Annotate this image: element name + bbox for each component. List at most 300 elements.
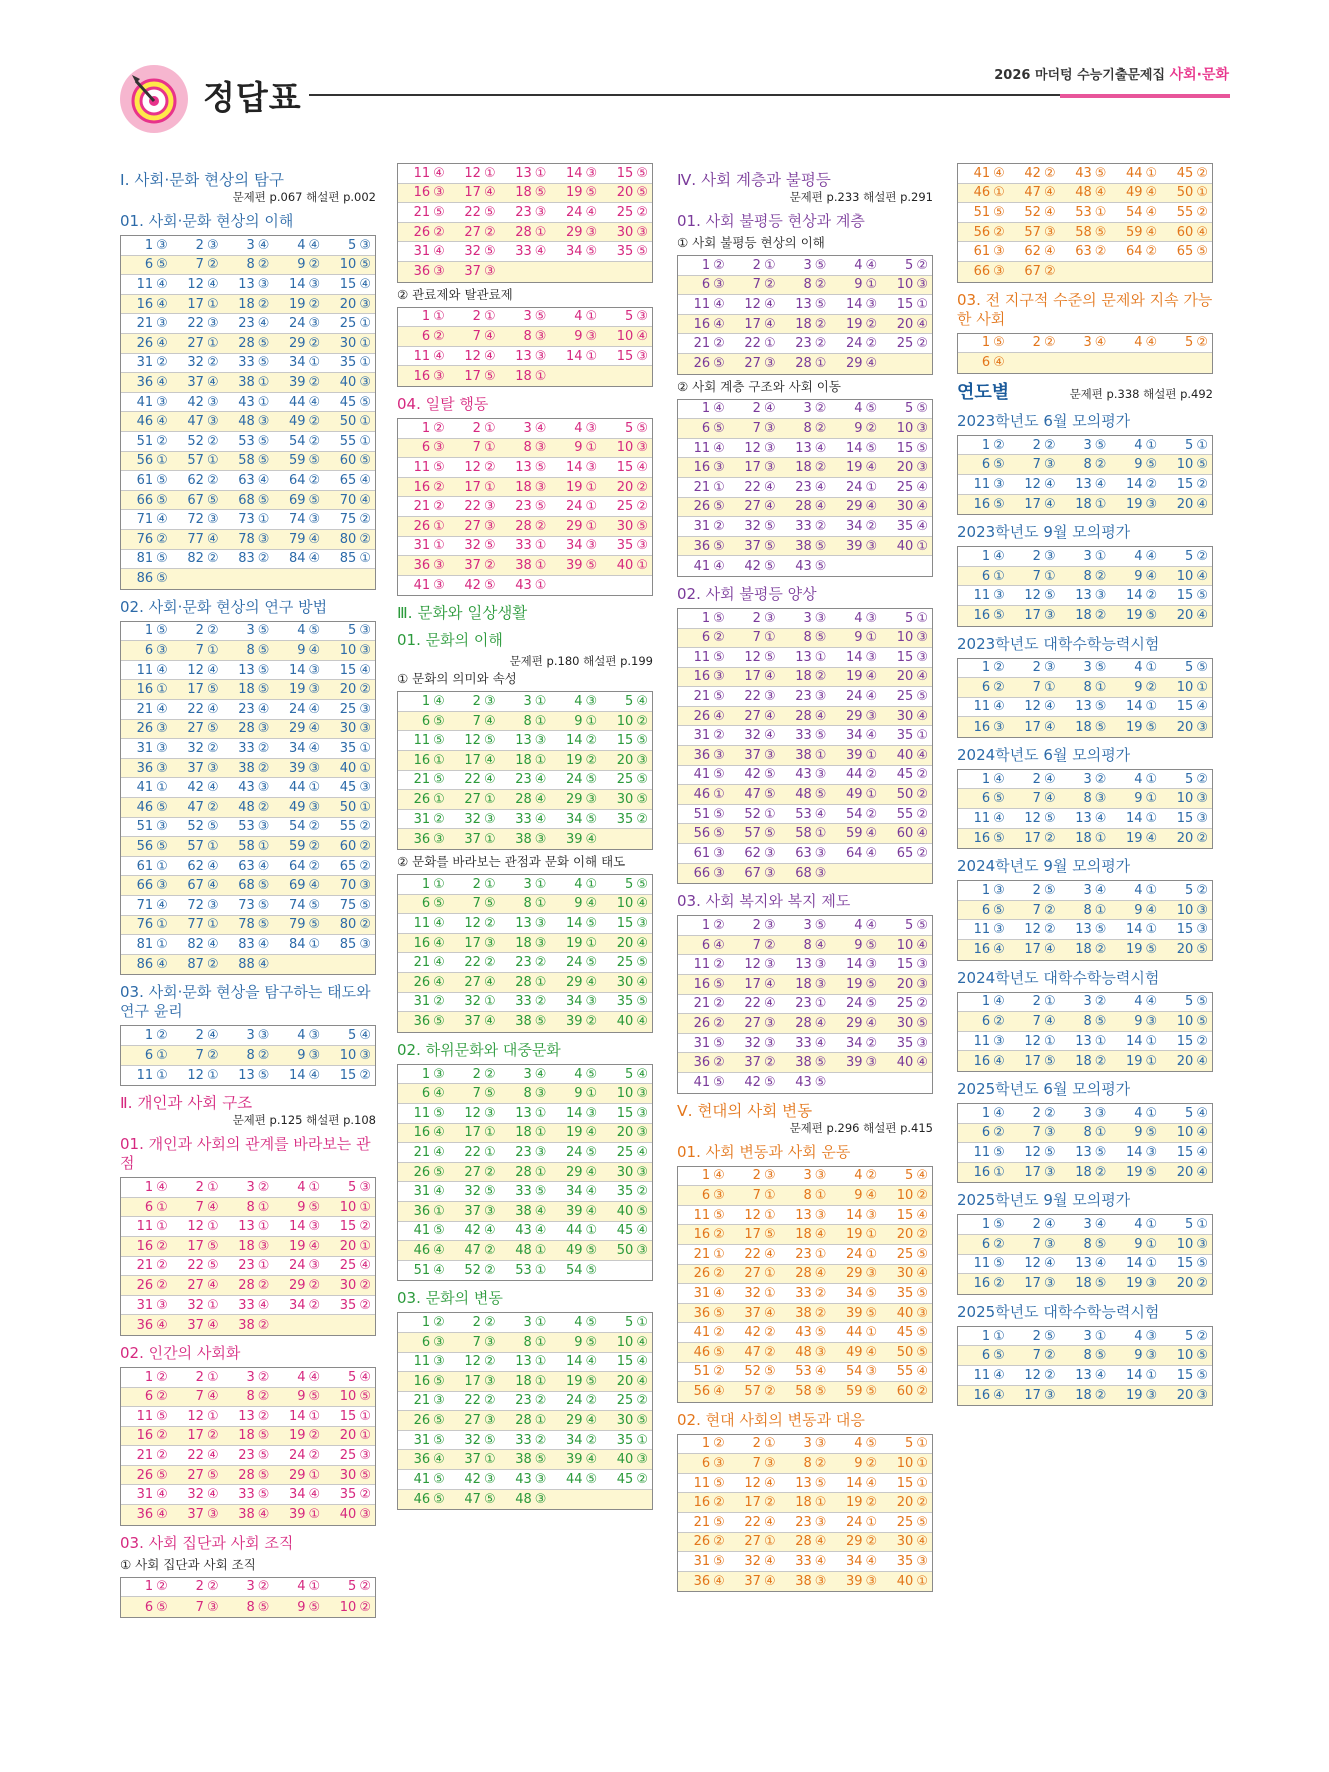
- question-number: 14: [565, 916, 583, 932]
- question-number: 9: [854, 937, 863, 953]
- question-number: 5: [625, 420, 634, 436]
- question-number: 18: [515, 1373, 532, 1389]
- answer-cell: [729, 746, 780, 765]
- answer-cell: [324, 1237, 375, 1256]
- answer-choice: ②: [308, 839, 321, 855]
- answer-cell: [550, 1261, 601, 1281]
- answer-cell: [550, 164, 601, 183]
- answer-cell: [223, 720, 274, 739]
- answer-choice: ③: [257, 414, 270, 430]
- question-number: 9: [1134, 791, 1143, 807]
- answer-cell: [601, 223, 652, 242]
- answer-cell: [449, 1143, 500, 1162]
- answer-cell: [172, 700, 223, 719]
- answer-cell: [780, 785, 831, 804]
- answer-choice: ③: [713, 865, 725, 881]
- question-number: 21: [693, 996, 711, 1012]
- answer-cell: [172, 837, 223, 856]
- answer-choice: ④: [483, 1014, 496, 1030]
- chapter-title: Ⅲ. 문화와 일상생활: [397, 604, 528, 623]
- answer-choice: ④: [1145, 902, 1158, 918]
- answer-choice: ③: [359, 936, 371, 952]
- question-number: 56: [136, 839, 154, 855]
- question-number: 48: [515, 1491, 532, 1507]
- answer-cell: [780, 1343, 831, 1362]
- answer-choice: ③: [308, 799, 321, 815]
- question-number: 29: [565, 224, 583, 240]
- answer-cell: [729, 1284, 780, 1303]
- answer-row: [121, 256, 375, 276]
- answer-cell: [1110, 1274, 1161, 1294]
- answer-choice: ⑤: [1094, 1014, 1107, 1030]
- answer-cell: [449, 458, 500, 477]
- answer-choice: ⑤: [763, 1227, 776, 1243]
- question-number: 3: [246, 623, 255, 639]
- answer-choice: ④: [206, 701, 219, 717]
- answer-cell: [172, 955, 223, 975]
- answer-cell: [500, 1261, 551, 1281]
- answer-row: [678, 975, 932, 995]
- answer-choice: ③: [156, 741, 168, 757]
- answer-choice: ①: [206, 296, 219, 312]
- answer-cell: [398, 934, 449, 953]
- question-number: 8: [1083, 1014, 1092, 1030]
- answer-choice: ②: [585, 1432, 598, 1448]
- answer-row: [958, 809, 1212, 829]
- answer-cell: [830, 1572, 881, 1592]
- answer-cell: [830, 936, 881, 955]
- question-number: 40: [896, 1055, 914, 1071]
- answer-cell: [1009, 678, 1060, 697]
- answer-cell: [601, 934, 652, 953]
- answer-choice: ④: [1196, 1125, 1208, 1141]
- question-number: 34: [565, 811, 583, 827]
- question-number: 38: [795, 1055, 812, 1071]
- question-number: 8: [803, 420, 812, 436]
- question-number: 12: [464, 733, 481, 749]
- answer-choice: ③: [156, 394, 168, 410]
- answer-cell: [881, 726, 932, 745]
- question-number: 6: [144, 643, 154, 659]
- question-number: 7: [1032, 457, 1041, 473]
- answer-cell: [273, 334, 324, 353]
- answer-choice: ③: [636, 916, 648, 932]
- question-number: 40: [896, 747, 914, 763]
- answer-choice: ⑤: [433, 1432, 445, 1448]
- question-number: 15: [616, 348, 634, 364]
- answer-cell: [1161, 1366, 1212, 1385]
- answer-cell: [324, 720, 375, 739]
- answer-cell: [223, 916, 274, 935]
- answer-cell: [449, 1182, 500, 1201]
- answer-cell: [273, 935, 324, 954]
- answer-row: [398, 1143, 652, 1163]
- question-number: 4: [1134, 771, 1143, 787]
- question-number: 14: [1125, 1367, 1143, 1383]
- answer-cell: [678, 1435, 729, 1454]
- answer-choice: ①: [359, 335, 371, 351]
- question-number: 6: [701, 1187, 711, 1203]
- question-number: 27: [464, 1164, 481, 1180]
- question-number: 44: [565, 1223, 583, 1239]
- answer-choice: ⑤: [865, 1305, 878, 1321]
- answer-choice: ①: [865, 630, 878, 646]
- answer-row: [958, 1032, 1212, 1052]
- answer-cell: [881, 1034, 932, 1053]
- answer-cell: [881, 805, 932, 824]
- answer-choice: ④: [814, 1364, 827, 1380]
- answer-cell: [550, 875, 601, 894]
- question-number: 19: [1125, 719, 1143, 735]
- answer-choice: ②: [1094, 994, 1107, 1010]
- question-number: 71: [136, 512, 154, 528]
- answer-choice: ⑤: [206, 682, 219, 698]
- question-number: 26: [136, 721, 154, 737]
- answer-row: [121, 876, 375, 896]
- answer-choice: ④: [1094, 335, 1107, 351]
- answer-choice: ④: [257, 1507, 270, 1523]
- question-number: 13: [238, 662, 255, 678]
- answer-cell: [172, 1198, 223, 1217]
- answer-cell: [550, 810, 601, 829]
- answer-cell: [1060, 1143, 1111, 1162]
- question-number: 10: [896, 1187, 914, 1203]
- answer-cell: [1161, 567, 1212, 586]
- answer-cell: [449, 1084, 500, 1103]
- answer-choice: ③: [206, 512, 219, 528]
- question-number: 1: [701, 610, 711, 626]
- answer-cell: [678, 766, 729, 785]
- answer-choice: ⑤: [636, 772, 648, 788]
- answer-cell: [223, 1046, 274, 1065]
- answer-cell: [729, 1073, 780, 1093]
- question-number: 2: [1032, 1105, 1041, 1121]
- question-number: 6: [981, 902, 991, 918]
- answer-choice: ⑤: [636, 792, 648, 808]
- answer-cell: [958, 1163, 1009, 1183]
- answer-cell: [881, 276, 932, 295]
- question-number: 20: [616, 935, 634, 951]
- answer-cell: [172, 641, 223, 660]
- question-number: 12: [187, 1067, 204, 1083]
- answer-cell: [172, 1466, 223, 1485]
- answer-choice: ③: [359, 374, 371, 390]
- answer-row: [398, 1261, 652, 1281]
- answer-cell: [324, 354, 375, 373]
- answer-choice: ⑤: [814, 558, 827, 574]
- question-number: 4: [574, 420, 583, 436]
- answer-choice: ⑤: [1196, 1256, 1208, 1272]
- question-number: 18: [515, 752, 532, 768]
- answer-choice: ③: [916, 460, 928, 476]
- question-number: 53: [795, 806, 812, 822]
- answer-choice: ③: [483, 1105, 496, 1121]
- answer-cell: [601, 203, 652, 222]
- answer-grid: [397, 1064, 653, 1282]
- answer-cell: [398, 1392, 449, 1411]
- answer-cell: [1009, 353, 1060, 373]
- answer-choice: ①: [763, 1207, 776, 1223]
- answer-cell: [1110, 1327, 1161, 1346]
- answer-choice: ⑤: [1196, 457, 1208, 473]
- answer-cell: [398, 262, 449, 282]
- question-number: 31: [693, 1035, 711, 1051]
- answer-row: [398, 810, 652, 830]
- question-number: 11: [973, 476, 991, 492]
- question-number: 9: [1134, 1125, 1143, 1141]
- answer-choice: ②: [713, 1436, 725, 1452]
- answer-choice: ③: [1043, 660, 1056, 676]
- answer-choice: ⑤: [585, 1066, 598, 1082]
- answer-choice: ③: [814, 1344, 827, 1360]
- answer-cell: [678, 1186, 729, 1205]
- answer-choice: ③: [1145, 496, 1158, 512]
- answer-choice: ④: [1145, 548, 1158, 564]
- answer-cell: [958, 1215, 1009, 1234]
- answer-choice: ②: [1196, 335, 1208, 351]
- answer-cell: [678, 498, 729, 517]
- answer-choice: ②: [916, 1187, 928, 1203]
- answer-choice: ⑤: [257, 1467, 270, 1483]
- answer-choice: ③: [916, 1554, 928, 1570]
- answer-cell: [398, 1084, 449, 1103]
- question-number: 42: [744, 1325, 761, 1341]
- answer-cell: [830, 315, 881, 334]
- answer-choice: ⑤: [713, 499, 725, 515]
- answer-choice: ③: [156, 1297, 168, 1313]
- answer-cell: [958, 586, 1009, 605]
- answer-cell: [324, 1276, 375, 1295]
- answer-choice: ①: [534, 557, 547, 573]
- question-number: 15: [896, 1207, 914, 1223]
- answer-cell: [449, 517, 500, 536]
- answer-cell: [881, 687, 932, 706]
- answer-row: [121, 412, 375, 432]
- answer-row: [398, 1411, 652, 1431]
- answer-cell: [398, 712, 449, 731]
- answer-choice: ④: [156, 897, 168, 913]
- answer-choice: ④: [1196, 699, 1208, 715]
- answer-cell: [1009, 1346, 1060, 1365]
- answer-choice: ⑤: [156, 551, 168, 567]
- question-number: 2: [752, 401, 761, 417]
- answer-cell: [678, 1167, 729, 1186]
- answer-choice: ②: [308, 414, 321, 430]
- answer-choice: ②: [585, 752, 598, 768]
- question-number: 22: [744, 336, 761, 352]
- answer-choice: ⑤: [1043, 810, 1056, 826]
- question-number: 39: [845, 1305, 863, 1321]
- answer-cell: [729, 400, 780, 419]
- answer-choice: ②: [308, 257, 321, 273]
- answer-choice: ②: [359, 1487, 371, 1503]
- answer-cell: [550, 1450, 601, 1469]
- answer-cell: [172, 1026, 223, 1045]
- answer-choice: ①: [1145, 1105, 1158, 1121]
- answer-choice: ①: [1145, 1033, 1158, 1049]
- subsection-title: ② 문화를 바라보는 관점과 문화 이해 태도: [397, 854, 626, 870]
- answer-choice: ③: [713, 1187, 725, 1203]
- answer-cell: [172, 314, 223, 333]
- answer-row: [958, 1235, 1212, 1255]
- answer-cell: [398, 1450, 449, 1469]
- question-number: 27: [187, 721, 204, 737]
- answer-choice: ⑤: [1145, 457, 1158, 473]
- answer-cell: [449, 810, 500, 829]
- question-number: 3: [523, 876, 532, 892]
- answer-cell: [729, 1304, 780, 1323]
- answer-choice: ③: [814, 1574, 827, 1590]
- question-number: 74: [288, 512, 306, 528]
- question-number: 2: [1032, 660, 1041, 676]
- question-number: 13: [515, 733, 532, 749]
- answer-choice: ⑤: [713, 826, 725, 842]
- answer-cell: [1161, 1143, 1212, 1162]
- answer-cell: [449, 1104, 500, 1123]
- answer-choice: ①: [483, 1452, 496, 1468]
- answer-choice: ⑤: [993, 1144, 1005, 1160]
- question-number: 12: [744, 440, 761, 456]
- question-number: 4: [854, 1168, 863, 1184]
- question-number: 24: [845, 689, 863, 705]
- answer-cell: [172, 778, 223, 797]
- answer-choice: ①: [257, 374, 270, 390]
- answer-choice: ①: [433, 752, 445, 768]
- answer-choice: ①: [585, 1223, 598, 1239]
- answer-choice: ⑤: [763, 1075, 776, 1091]
- question-number: 19: [1125, 1276, 1143, 1292]
- answer-choice: ⑤: [257, 1448, 270, 1464]
- question-number: 20: [1176, 942, 1194, 958]
- question-number: 18: [515, 1125, 532, 1141]
- answer-choice: ②: [206, 472, 219, 488]
- answer-cell: [830, 995, 881, 1014]
- answer-choice: ①: [534, 752, 547, 768]
- answer-choice: ⑤: [585, 955, 598, 971]
- answer-cell: [678, 1552, 729, 1571]
- question-number: 16: [136, 1428, 154, 1444]
- question-number: 22: [744, 479, 761, 495]
- answer-cell: [449, 751, 500, 770]
- answer-cell: [121, 935, 172, 954]
- question-number: 82: [187, 936, 204, 952]
- answer-choice: ②: [585, 1393, 598, 1409]
- answer-choice: ③: [206, 237, 219, 253]
- question-number: 36: [693, 747, 711, 763]
- answer-cell: [830, 334, 881, 353]
- answer-choice: ③: [257, 1028, 270, 1044]
- answer-cell: [550, 1182, 601, 1201]
- answer-choice: ①: [1145, 1217, 1158, 1233]
- question-number: 19: [288, 296, 306, 312]
- answer-choice: ③: [763, 460, 776, 476]
- answer-choice: ③: [993, 244, 1005, 260]
- answer-row: [398, 242, 652, 262]
- answer-row: [398, 184, 652, 204]
- answer-choice: ①: [359, 1199, 371, 1215]
- answer-choice: ⑤: [814, 728, 827, 744]
- question-number: 11: [973, 699, 991, 715]
- question-number: 34: [845, 1285, 863, 1301]
- answer-choice: ①: [359, 1408, 371, 1424]
- answer-choice: ①: [814, 1495, 827, 1511]
- answer-cell: [550, 1313, 601, 1332]
- question-number: 11: [973, 1256, 991, 1272]
- question-number: 28: [238, 721, 255, 737]
- question-number: 43: [1075, 165, 1092, 181]
- answer-cell: [550, 771, 601, 790]
- answer-cell: [1060, 1012, 1111, 1031]
- question-number: 22: [187, 701, 204, 717]
- answer-row: [398, 1084, 652, 1104]
- answer-choice: ①: [206, 1067, 219, 1083]
- question-number: 31: [693, 518, 711, 534]
- question-number: 4: [1134, 994, 1143, 1010]
- answer-choice: ③: [483, 1373, 496, 1389]
- answer-row: [398, 478, 652, 498]
- answer-choice: ②: [483, 1066, 496, 1082]
- answer-cell: [881, 517, 932, 536]
- answer-choice: ④: [206, 1199, 219, 1215]
- answer-choice: ①: [814, 1187, 827, 1203]
- answer-choice: ④: [156, 374, 168, 390]
- answer-cell: [678, 1014, 729, 1033]
- question-number: 50: [896, 787, 914, 803]
- answer-choice: ③: [206, 316, 219, 332]
- question-number: 4: [297, 1179, 306, 1195]
- question-number: 12: [187, 1408, 204, 1424]
- question-number: 19: [565, 185, 583, 201]
- question-number: 1: [981, 1328, 991, 1344]
- answer-cell: [678, 726, 729, 745]
- answer-row: [121, 1026, 375, 1046]
- question-number: 56: [693, 1384, 711, 1400]
- answer-cell: [881, 1265, 932, 1284]
- question-number: 36: [413, 1014, 431, 1030]
- answer-choice: ③: [534, 1471, 547, 1487]
- question-number: 35: [896, 1035, 914, 1051]
- question-number: 12: [1024, 1367, 1041, 1383]
- answer-choice: ③: [433, 185, 445, 201]
- answer-cell: [398, 1163, 449, 1182]
- answer-choice: ⑤: [433, 1223, 445, 1239]
- answer-choice: ①: [483, 831, 496, 847]
- answer-cell: [830, 707, 881, 726]
- answer-choice: ②: [308, 1448, 321, 1464]
- answer-choice: ④: [359, 472, 371, 488]
- answer-choice: ③: [359, 701, 371, 717]
- answer-row: [121, 1368, 375, 1388]
- answer-choice: ⑤: [636, 876, 648, 892]
- answer-choice: ①: [1043, 994, 1056, 1010]
- question-number: 6: [421, 713, 431, 729]
- answer-choice: ①: [585, 348, 598, 364]
- answer-choice: ⑤: [1094, 224, 1107, 240]
- answer-cell: [678, 1323, 729, 1342]
- section-title: 03. 사회 복지와 복지 제도: [677, 892, 851, 911]
- answer-choice: ①: [993, 1165, 1005, 1181]
- answer-choice: ④: [993, 355, 1005, 371]
- answer-row: [121, 1485, 375, 1505]
- answer-cell: [500, 1470, 551, 1489]
- question-number: 25: [896, 996, 914, 1012]
- answer-cell: [121, 236, 172, 255]
- answer-choice: ②: [257, 1277, 270, 1293]
- answer-row: [678, 517, 932, 537]
- answer-cell: [398, 164, 449, 183]
- question-number: 14: [288, 662, 306, 678]
- question-number: 39: [565, 557, 583, 573]
